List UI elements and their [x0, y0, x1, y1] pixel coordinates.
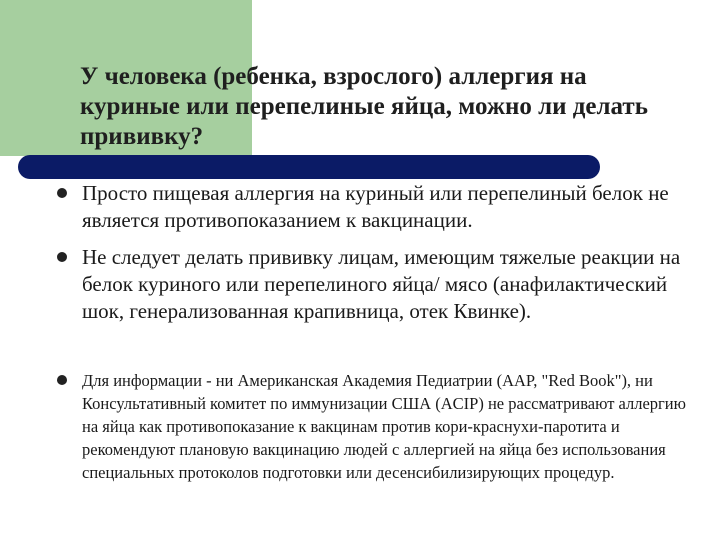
bullet-item-2: Не следует делать прививку лицам, имеющим тяжелые реакции на белок куриного или перепелиного яйца/ мясо (анафилактический шок, генерализованная крапивница, отек Квинке).: [82, 245, 681, 323]
bullet-dot-icon: [57, 375, 67, 385]
bullet-dot-icon: [57, 252, 67, 262]
bullet-item-1: Просто пищевая аллергия на куриный или перепелиный белок не является противопоказанием к вакцинации.: [82, 181, 669, 232]
slide-title: У человека (ребенка, взрослого) аллергия на куриные или перепелиные яйца, можно ли делать прививку?: [80, 63, 648, 150]
bullet-item-3: Для информации - ни Американская Академия Педиатрии (AAP, "Red Book"), ни Консультативный комитет по иммунизации США (ACIP) не рассматривают аллергию на яйца как противопоказание к вакцинам против кори-краснухи-паротита и рекомендуют плановую вакцинацию людей с аллергией на яйца без использования специальных протоколов подготовки или десенсибилизирующих процедур.: [82, 371, 686, 482]
bullet-dot-icon: [57, 188, 67, 198]
